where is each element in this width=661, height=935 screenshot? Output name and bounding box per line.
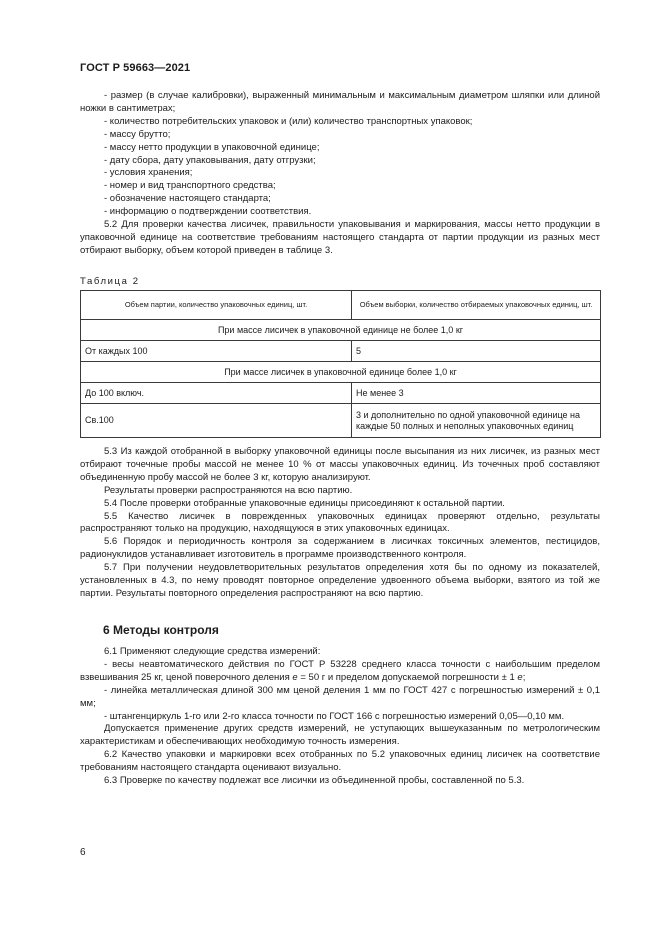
scales-text: = 50 г и пределом допускаемой погрешности ± 1 (297, 671, 518, 683)
scales-text: - весы неавтоматического действия по ГОСТ Р 53228 среднего класса точности с наибольшим пределом взвешивания 25 кг, ценой поверочного деления (80, 658, 600, 683)
list-item-storage: - условия хранения; (104, 167, 193, 179)
table-row (81, 341, 601, 362)
paragraph-5-6: 5.6 Порядок и периодичность контроля за содержанием в лисичках токсичных элементов, пестицидов, радионуклидов устанавливает изготовитель в программе производственного контроля. (80, 536, 600, 561)
standard-title: ГОСТ Р 59663—2021 (80, 62, 191, 74)
section-heading: 6 Методы контроля (103, 623, 219, 637)
scale-interval-symbol: е (292, 671, 298, 683)
table-section-row (81, 362, 601, 383)
paragraph-5-4: 5.4 После проверки отобранные упаковочные единицы присоединяют к остальной партии. (104, 497, 505, 509)
paragraph-6-1: 6.1 Применяют следующие средства измерений: (104, 646, 321, 657)
paragraph-5-3: 5.3 Из каждой отобранной в выборку упаковочной единицы после высыпания из них лисичек, из разных мест отбирают точечные пробы массой не менее 10 % от массы упаковочных единиц. Из точечных проб составляют объединенную пробу массой не более 3 кг, которую анализируют. (80, 446, 600, 483)
table-row (81, 404, 601, 438)
page-number: 6 (80, 847, 86, 858)
sampling-table (80, 290, 601, 438)
table-header-row (81, 291, 601, 320)
table-section-row (81, 320, 601, 341)
instrument-scales (80, 659, 600, 685)
list-item-size: - размер (в случае калибровки), выраженный минимальным и максимальным диаметром шляпки или длиной ножки в сантиметрах; (80, 90, 600, 114)
control-methods-block (80, 646, 600, 788)
scales-text: ; (522, 671, 526, 683)
table-cell: 5 (352, 341, 601, 362)
list-item-net-mass: - массу нетто продукции в упаковочной единице; (104, 141, 320, 153)
list-item-dates: - дату сбора, дату упаковывания, дату отгрузки; (104, 154, 316, 166)
instrument-caliper: - штангенциркуль 1-го или 2-го класса точности по ГОСТ 166 с погрешностью измерений 0,05—0,10 мм. (104, 710, 565, 722)
list-item-standard: - обозначение настоящего стандарта; (104, 193, 271, 205)
instrument-ruler: - линейка металлическая длиной 300 мм ценой деления 1 мм по ГОСТ 427 с погрешностью измерений ± 0,1 мм; (80, 684, 600, 709)
paragraph-5-2: 5.2 Для проверки качества лисичек, правильности упаковывания и маркирования, массы нетто продукции в упаковочной единице на соответствие требованиям настоящего стандарта от партии продукции из разных мест отбирают выборку, объем которой приведен в таблице 3. (80, 219, 600, 256)
list-item-conformity: - информацию о подтверждении соответствия. (104, 206, 312, 218)
list-item-transport: - номер и вид транспортного средства; (104, 180, 276, 192)
table-cell: Св.100 (81, 404, 352, 438)
table-section-up-to-1kg: При массе лисичек в упаковочной единице не более 1,0 кг (81, 320, 601, 341)
paragraph-6-1-alternative: Допускается применение других средств измерений, не уступающих вышеуказанным по метрологическим характеристикам и обеспечивающих необходимую точность измерения. (80, 723, 600, 748)
table-caption: Таблица 2 (80, 276, 140, 287)
table-header-sample-size: Объем выборки, количество отбираемых упаковочных единиц, шт. (352, 291, 601, 320)
paragraph-6-3: 6.3 Проверке по качеству подлежат все лисички из объединенной пробы, составленной по 5.3. (104, 775, 525, 787)
table-cell: До 100 включ. (81, 383, 352, 404)
table-row (81, 383, 601, 404)
table-cell: 3 и дополнительно по одной упаковочной единице на каждые 50 полных и неполных упаковочных единиц (352, 404, 601, 438)
table-header-lot-size: Объем партии, количество упаковочных единиц, шт. (81, 291, 352, 320)
table-section-over-1kg: При массе лисичек в упаковочной единице более 1,0 кг (81, 362, 601, 383)
list-item-package-count: - количество потребительских упаковок и (или) количество транспортных упаковок; (104, 115, 473, 127)
scale-interval-symbol: е (517, 671, 523, 683)
marking-requirements-block (80, 90, 600, 258)
paragraph-5-7: 5.7 При получении неудовлетворительных результатов определения хотя бы по одному из показателей, установленных в 4.3, по нему проводят повторное определение удвоенного объема выборки, взятого из той же партии. Результаты повторного определения распространяют на всю партию. (80, 562, 600, 599)
list-item-gross-mass: - массу брутто; (104, 128, 171, 140)
paragraph-6-2: 6.2 Качество упаковки и маркировки всех отобранных по 5.2 упаковочных единиц лисичек на соответствие требованиям настоящего стандарта оценивают визуально. (80, 749, 600, 774)
paragraph-5-5: 5.5 Качество лисичек в поврежденных упаковочных единицах проверяют отдельно, результаты распространяют только на продукцию, находящуюся в этих упаковочных единицах. (80, 510, 600, 535)
table-cell: Не менее 3 (352, 383, 601, 404)
paragraph-5-3-result: Результаты проверки распространяются на всю партию. (104, 484, 353, 496)
sampling-rules-block (80, 446, 600, 601)
table-cell: От каждых 100 (81, 341, 352, 362)
